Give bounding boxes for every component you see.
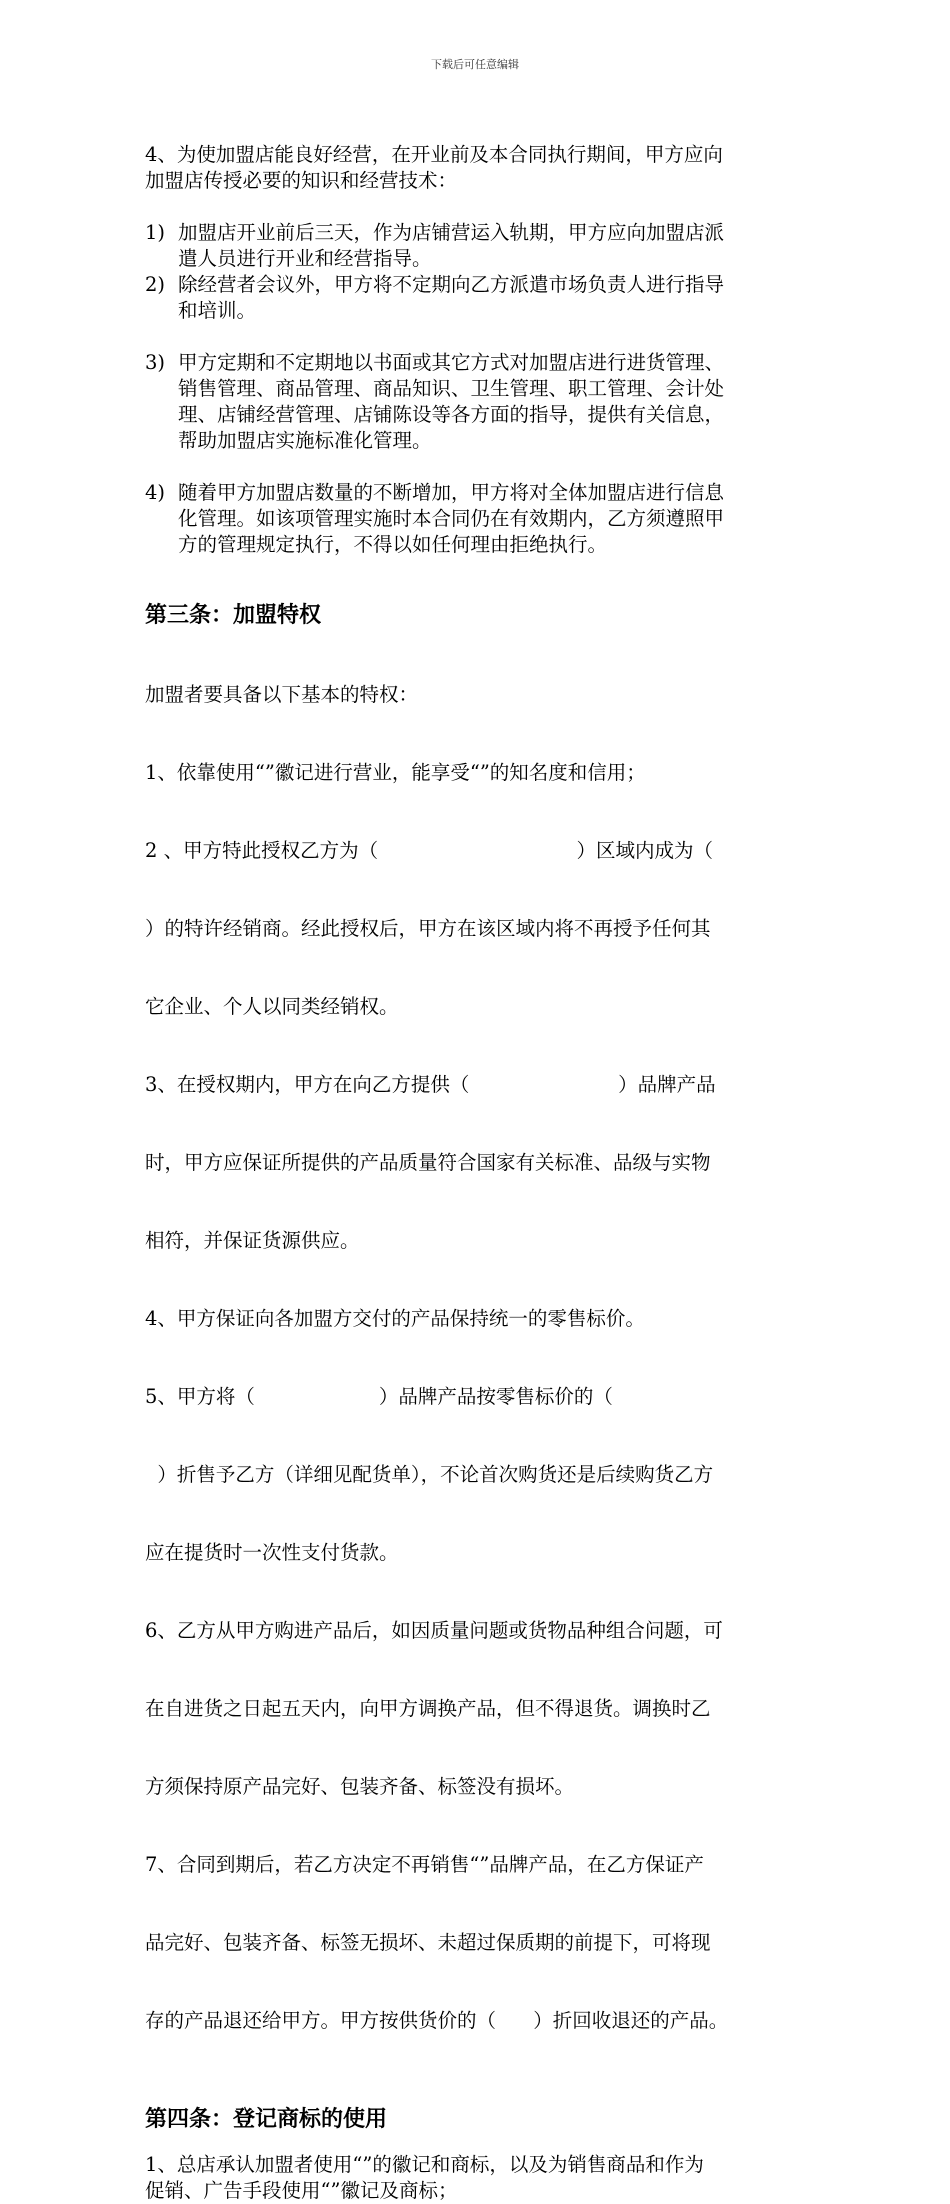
list-number: 4) bbox=[145, 481, 166, 504]
list-text: 加盟店开业前后三天，作为店铺营运入轨期，甲方应向加盟店派 bbox=[178, 221, 725, 244]
section-line: 促销、广告手段使用“”徽记及商标； bbox=[145, 2179, 458, 2202]
intro-line: 4、为使加盟店能良好经营，在开业前及本合同执行期间，甲方应向 bbox=[145, 143, 723, 166]
section-line: ）折售予乙方（详细见配货单），不论首次购货还是后续购货乙方 bbox=[145, 1463, 714, 1486]
section-line: ）的特许经销商。经此授权后，甲方在该区域内将不再授予任何其 bbox=[145, 917, 711, 940]
list-text: 销售管理、商品管理、商品知识、卫生管理、职工管理、会计处 bbox=[178, 377, 725, 400]
section-line: 2 、甲方特此授权乙方为（ ）区域内成为（ bbox=[145, 839, 713, 862]
list-text: 理、店铺经营管理、店铺陈设等各方面的指导，提供有关信息， bbox=[178, 403, 725, 426]
list-number: 2) bbox=[145, 273, 166, 296]
section-line: 品完好、包装齐备、标签无损坏、未超过保质期的前提下，可将现 bbox=[145, 1931, 711, 1954]
section-line: 5、甲方将（ ）品牌产品按零售标价的（ bbox=[145, 1385, 613, 1408]
section-line: 7、合同到期后，若乙方决定不再销售“”品牌产品，在乙方保证产 bbox=[145, 1853, 704, 1876]
list-text: 遣人员进行开业和经营指导。 bbox=[178, 247, 432, 270]
section-line: 相符，并保证货源供应。 bbox=[145, 1229, 360, 1252]
list-item bbox=[145, 272, 810, 324]
list-text: 和培训。 bbox=[178, 299, 257, 322]
list-text: 除经营者会议外，甲方将不定期向乙方派遣市场负责人进行指导 bbox=[178, 273, 725, 296]
list-item bbox=[145, 350, 810, 454]
section-heading: 第四条：登记商标的使用 bbox=[145, 2106, 388, 2132]
list-text: 化管理。如该项管理实施时本合同仍在有效期内，乙方须遵照甲 bbox=[178, 507, 725, 530]
section-line: 1、依靠使用“”徽记进行营业，能享受“”的知名度和信用； bbox=[145, 761, 646, 784]
section-line: 时，甲方应保证所提供的产品质量符合国家有关标准、品级与实物 bbox=[145, 1151, 711, 1174]
section-line: 存的产品退还给甲方。甲方按供货价的（ ）折回收退还的产品。 bbox=[145, 2009, 729, 2032]
document-body bbox=[145, 142, 810, 2204]
list-item bbox=[145, 220, 810, 272]
section-line: 方须保持原产品完好、包装齐备、标签没有损坏。 bbox=[145, 1775, 575, 1798]
section-line: 加盟者要具备以下基本的特权： bbox=[145, 683, 419, 706]
section-line: 4、甲方保证向各加盟方交付的产品保持统一的零售标价。 bbox=[145, 1307, 645, 1330]
section-line: 它企业、个人以同类经销权。 bbox=[145, 995, 399, 1018]
section-heading: 第三条：加盟特权 bbox=[145, 602, 322, 628]
section-body bbox=[145, 630, 810, 2086]
section-body bbox=[145, 2152, 810, 2204]
section-line: 1、总店承认加盟者使用“”的徽记和商标，以及为销售商品和作为 bbox=[145, 2153, 704, 2176]
list-text: 甲方定期和不定期地以书面或其它方式对加盟店进行进货管理、 bbox=[178, 351, 725, 374]
list-number: 3) bbox=[145, 351, 166, 374]
section-line: 6、乙方从甲方购进产品后，如因质量问题或货物品种组合问题，可 bbox=[145, 1619, 723, 1642]
section-line: 应在提货时一次性支付货款。 bbox=[145, 1541, 399, 1564]
intro-line: 加盟店传授必要的知识和经营技术： bbox=[145, 169, 458, 192]
list-item bbox=[145, 480, 810, 558]
list-number: 1) bbox=[145, 221, 166, 244]
section-line: 在自进货之日起五天内，向甲方调换产品，但不得退货。调换时乙 bbox=[145, 1697, 711, 1720]
list-text: 帮助加盟店实施标准化管理。 bbox=[178, 429, 432, 452]
list-text: 方的管理规定执行，不得以如任何理由拒绝执行。 bbox=[178, 533, 608, 556]
list-text: 随着甲方加盟店数量的不断增加，甲方将对全体加盟店进行信息 bbox=[178, 481, 725, 504]
section-line: 3、在授权期内，甲方在向乙方提供（ ）品牌产品 bbox=[145, 1073, 716, 1096]
header-note: 下载后可任意编辑 bbox=[431, 58, 519, 71]
